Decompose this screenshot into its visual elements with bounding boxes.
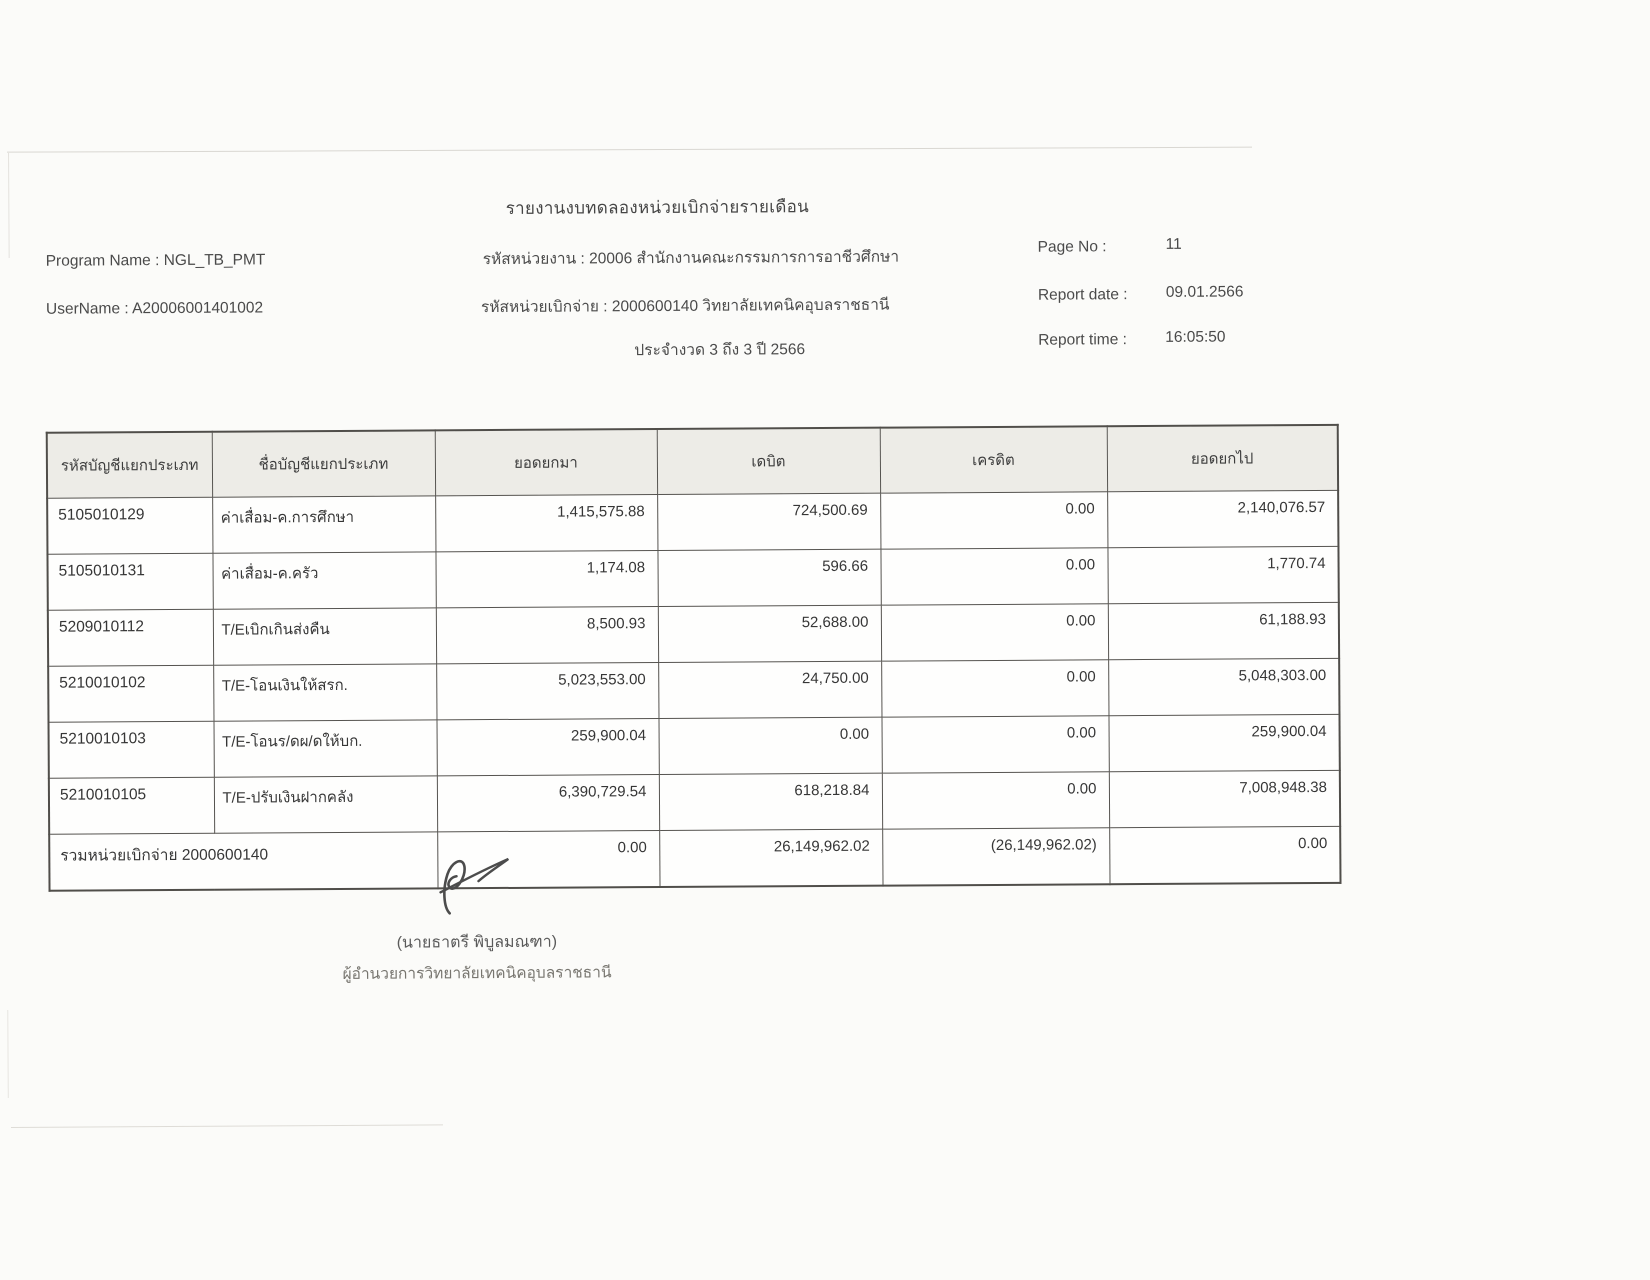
table-row bbox=[49, 714, 1340, 778]
brought-forward-cell: 1,415,575.88 bbox=[435, 495, 657, 552]
report-time-label: Report time : bbox=[1038, 331, 1127, 349]
account-code-cell: 5210010102 bbox=[48, 665, 213, 722]
brought-forward-cell: 1,174.08 bbox=[435, 551, 657, 608]
brought-forward-cell: 5,023,553.00 bbox=[436, 663, 658, 720]
credit-cell: 0.00 bbox=[881, 604, 1108, 661]
table-header-row bbox=[47, 425, 1338, 498]
col-header-credit: เครดิต bbox=[880, 426, 1107, 493]
col-header-debit: เดบิต bbox=[657, 428, 880, 495]
carried-forward-cell: 61,188.93 bbox=[1108, 602, 1339, 659]
account-name-cell: ค่าเสื่อม-ค.การศึกษา bbox=[212, 496, 435, 553]
period-line: ประจำงวด 3 ถึง 3 ปี 2566 bbox=[634, 341, 806, 360]
table-row bbox=[48, 602, 1339, 666]
brought-forward-cell: 259,900.04 bbox=[436, 719, 658, 776]
trial-balance-table bbox=[46, 424, 1342, 892]
page-no-value: 11 bbox=[1165, 235, 1182, 253]
table-row bbox=[49, 770, 1340, 834]
brought-forward-cell: 8,500.93 bbox=[436, 607, 658, 664]
report-date-value: 09.01.2566 bbox=[1165, 283, 1244, 301]
credit-cell: 0.00 bbox=[882, 772, 1109, 829]
table-row bbox=[47, 490, 1338, 554]
report-title: รายงานงบทดลองหน่วยเบิกจ่ายรายเดือน bbox=[505, 197, 810, 218]
carried-forward-cell: 2,140,076.57 bbox=[1107, 490, 1338, 547]
account-code-cell: 5105010129 bbox=[47, 497, 212, 554]
total-row bbox=[49, 826, 1340, 890]
paper-edge-bottom-left bbox=[7, 1010, 9, 1098]
total-brought-forward-cell: 0.00 bbox=[437, 831, 659, 889]
total-debit-cell: 26,149,962.02 bbox=[659, 829, 882, 887]
account-code-cell: 5209010112 bbox=[48, 609, 213, 666]
report-time-value: 16:05:50 bbox=[1165, 328, 1226, 346]
credit-cell: 0.00 bbox=[880, 492, 1107, 549]
account-code-cell: 5105010131 bbox=[47, 553, 212, 610]
agency-code-line: รหัสหน่วยงาน : 20006 สำนักงานคณะกรรมการการอาชีวศึกษา bbox=[482, 248, 900, 269]
paper-edge-bottom bbox=[11, 1124, 443, 1128]
signatory-name: (นายธาตรี พิบูลมณฑา) bbox=[396, 933, 558, 952]
page-no-label: Page No : bbox=[1037, 238, 1107, 256]
table-row bbox=[48, 658, 1339, 722]
paper-edge-top bbox=[7, 147, 1252, 153]
program-name-line: Program Name : NGL_TB_PMT bbox=[45, 251, 266, 270]
disbursing-unit-line: รหัสหน่วยเบิกจ่าย : 2000600140 วิทยาลัยเทคนิคอุบลราชธานี bbox=[480, 296, 890, 317]
signature-mark bbox=[416, 847, 526, 923]
total-carried-forward-cell: 0.00 bbox=[1109, 826, 1340, 884]
table-row bbox=[47, 546, 1338, 610]
account-name-cell: T/E-โอนร/ดผ/ดให้บก. bbox=[214, 720, 437, 777]
account-name-cell: T/Eเบิกเกินส่งคืน bbox=[213, 608, 436, 665]
col-header-carried-forward: ยอดยกไป bbox=[1107, 425, 1338, 492]
debit-cell: 596.66 bbox=[657, 549, 880, 606]
carried-forward-cell: 5,048,303.00 bbox=[1108, 658, 1339, 715]
account-code-cell: 5210010105 bbox=[49, 777, 214, 834]
brought-forward-cell: 6,390,729.54 bbox=[437, 775, 659, 832]
total-credit-cell: (26,149,962.02) bbox=[882, 828, 1109, 886]
carried-forward-cell: 259,900.04 bbox=[1108, 714, 1339, 771]
account-code-cell: 5210010103 bbox=[49, 721, 214, 778]
account-name-cell: T/E-ปรับเงินฝากคลัง bbox=[214, 776, 437, 833]
carried-forward-cell: 1,770.74 bbox=[1107, 546, 1338, 603]
signatory-position: ผู้อำนวยการวิทยาลัยเทคนิคอุบลราชธานี bbox=[342, 964, 612, 983]
debit-cell: 52,688.00 bbox=[658, 605, 881, 662]
debit-cell: 24,750.00 bbox=[658, 661, 881, 718]
report-date-label: Report date : bbox=[1037, 286, 1128, 304]
credit-cell: 0.00 bbox=[881, 660, 1108, 717]
col-header-account-name: ชื่อบัญชีแยกประเภท bbox=[212, 430, 435, 497]
carried-forward-cell: 7,008,948.38 bbox=[1109, 770, 1340, 827]
debit-cell: 618,218.84 bbox=[659, 773, 882, 830]
account-name-cell: T/E-โอนเงินให้สรก. bbox=[213, 664, 436, 721]
paper-edge-left bbox=[8, 153, 10, 258]
debit-cell: 0.00 bbox=[658, 717, 881, 774]
username-line: UserName : A20006001401002 bbox=[45, 299, 264, 318]
debit-cell: 724,500.69 bbox=[657, 493, 880, 550]
account-name-cell: ค่าเสื่อม-ค.ครัว bbox=[212, 552, 435, 609]
credit-cell: 0.00 bbox=[881, 716, 1108, 773]
credit-cell: 0.00 bbox=[880, 548, 1107, 605]
col-header-brought-forward: ยอดยกมา bbox=[435, 429, 657, 496]
total-label-cell: รวมหน่วยเบิกจ่าย 2000600140 bbox=[49, 832, 437, 891]
col-header-account-code: รหัสบัญชีแยกประเภท bbox=[47, 432, 212, 499]
